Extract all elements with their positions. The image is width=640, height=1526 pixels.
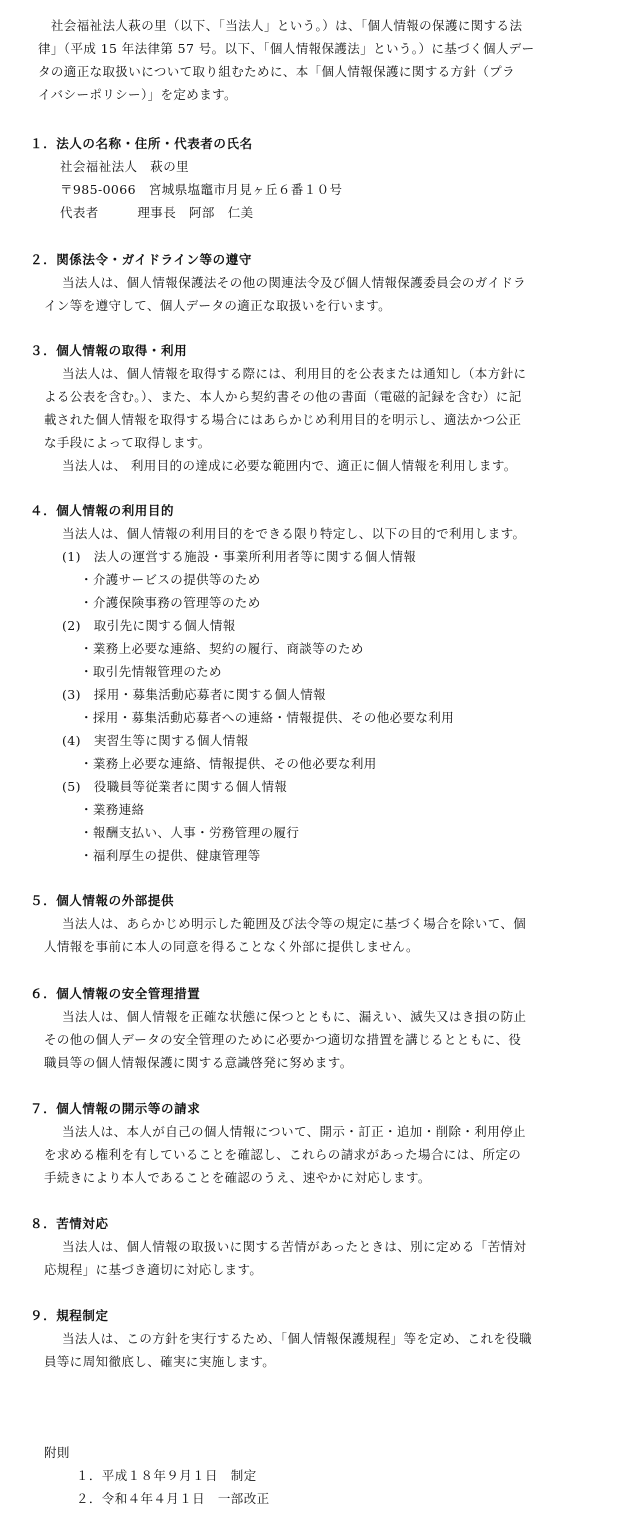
section-6 <box>30 982 598 1074</box>
section-4-title: ４．個人情報の利用目的 <box>30 503 175 518</box>
section-7-line: 手続きにより本人であることを確認のうえ、速やかに対応します。 <box>44 1170 431 1185</box>
section-7-title: ７．個人情報の開示等の請求 <box>30 1101 201 1116</box>
section-7-line: 当法人は、本人が自己の個人情報について、開示・訂正・追加・削除・利用停止 <box>62 1124 526 1139</box>
intro-paragraph <box>38 14 598 106</box>
section-7-line: を求める権利を有していることを確認し、これらの請求があった場合には、所定の <box>44 1147 522 1162</box>
purpose-group-heading: (5) 役職員等従業者に関する個人情報 <box>62 779 288 794</box>
purpose-group-heading: (1) 法人の運営する施設・事業所利用者等に関する個人情報 <box>62 549 417 564</box>
section-3-title: ３．個人情報の取得・利用 <box>30 343 188 358</box>
section-3-line: 載された個人情報を取得する場合にはあらかじめ利用目的を明示し、適法かつ公正 <box>44 412 522 427</box>
purpose-group-heading: (4) 実習生等に関する個人情報 <box>62 733 249 748</box>
section-6-title: ６．個人情報の安全管理措置 <box>30 986 201 1001</box>
section-9 <box>30 1304 598 1373</box>
appendix-item: １．平成１８年９月１日 制定 <box>76 1468 257 1483</box>
section-5-line: 人情報を事前に本人の同意を得ることなく外部に提供しません。 <box>44 939 419 954</box>
section-2-title: ２．関係法令・ガイドライン等の遵守 <box>30 252 252 267</box>
purpose-item: ・業務上必要な連絡、契約の履行、商談等のため <box>80 641 364 656</box>
purpose-item: ・業務連絡 <box>80 802 145 817</box>
section-4-lead: 当法人は、個人情報の利用目的をできる限り特定し、以下の目的で利用します。 <box>62 526 526 541</box>
purpose-group-heading: (2) 取引先に関する個人情報 <box>62 618 236 633</box>
section-8-line: 応規程」に基づき適切に対応します。 <box>44 1262 263 1277</box>
intro-line: 律」（平成 15 年法律第 57 号。以下、「個人情報保護法」という。）に基づく個人デー <box>38 41 535 56</box>
section-1 <box>30 132 598 224</box>
intro-line: タの適正な取扱いについて取り組むために、本「個人情報保護に関する方針（プラ <box>38 64 516 79</box>
purpose-item: ・取引先情報管理のため <box>80 664 222 679</box>
section-6-line: 当法人は、個人情報を正確な状態に保つとともに、漏えい、滅失又はき損の防止 <box>62 1009 527 1024</box>
section-8-title: ８．苦情対応 <box>30 1216 109 1231</box>
appendix-item: ２．令和４年４月１日 一部改正 <box>76 1491 270 1506</box>
corp-name: 社会福祉法人 萩の里 <box>60 159 190 174</box>
purpose-item: ・報酬支払い、人事・労務管理の履行 <box>80 825 300 840</box>
section-8-line: 当法人は、個人情報の取扱いに関する苦情があったときは、別に定める「苦情対 <box>62 1239 527 1254</box>
purpose-item: ・介護サービスの提供等のため <box>80 572 261 587</box>
corp-address: 〒985-0066 宮城県塩竈市月見ヶ丘６番１０号 <box>60 182 343 197</box>
intro-line: 社会福祉法人萩の里（以下、「当法人」という。）は、「個人情報の保護に関する法 <box>38 18 523 33</box>
section-5-line: 当法人は、あらかじめ明示した範囲及び法令等の規定に基づく場合を除いて、個 <box>62 916 527 931</box>
section-6-line: 職員等の個人情報保護に関する意識啓発に努めます。 <box>44 1055 353 1070</box>
purpose-group-heading: (3) 採用・募集活動応募者に関する個人情報 <box>62 687 327 702</box>
section-3-line: よる公表を含む。）、また、本人から契約書その他の書面（電磁的記録を含む）に記 <box>44 389 522 404</box>
section-9-title: ９．規程制定 <box>30 1308 109 1323</box>
intro-line: イバシーポリシー）」を定めます。 <box>38 87 237 102</box>
section-8 <box>30 1212 598 1281</box>
section-9-line: 当法人は、この方針を実行するため、「個人情報保護規程」等を定め、これを役職 <box>62 1331 533 1346</box>
section-1-title: １．法人の名称・住所・代表者の氏名 <box>30 136 253 151</box>
section-3-line: 当法人は、 利用目的の達成に必要な範囲内で、適正に個人情報を利用します。 <box>62 458 517 473</box>
section-3 <box>30 339 598 477</box>
appendix-title: 附則 <box>44 1445 70 1460</box>
purpose-item: ・介護保険事務の管理等のため <box>80 595 261 610</box>
section-9-line: 員等に周知徹底し、確実に実施します。 <box>44 1354 276 1369</box>
section-2-line: 当法人は、個人情報保護法その他の関連法令及び個人情報保護委員会のガイドラ <box>62 275 527 290</box>
section-5-title: ５．個人情報の外部提供 <box>30 893 175 908</box>
purpose-item: ・採用・募集活動応募者への連絡・情報提供、その他必要な利用 <box>80 710 455 725</box>
purpose-item: ・福利厚生の提供、健康管理等 <box>80 848 261 863</box>
corp-representative: 代表者 理事長 阿部 仁美 <box>60 205 254 220</box>
section-5 <box>30 889 598 958</box>
section-2-line: イン等を遵守して、個人データの適正な取扱いを行います。 <box>44 298 392 313</box>
purpose-item: ・業務上必要な連絡、情報提供、その他必要な利用 <box>80 756 377 771</box>
section-3-line: 当法人は、個人情報を取得する際には、利用目的を公表または通知し（本方針に <box>62 366 527 381</box>
section-6-line: その他の個人データの安全管理のために必要かつ適切な措置を講じるとともに、役 <box>44 1032 522 1047</box>
appendix <box>44 1441 270 1510</box>
section-7 <box>30 1097 598 1189</box>
section-4 <box>30 499 598 867</box>
section-2 <box>30 248 598 317</box>
section-3-line: な手段によって取得します。 <box>44 435 211 450</box>
